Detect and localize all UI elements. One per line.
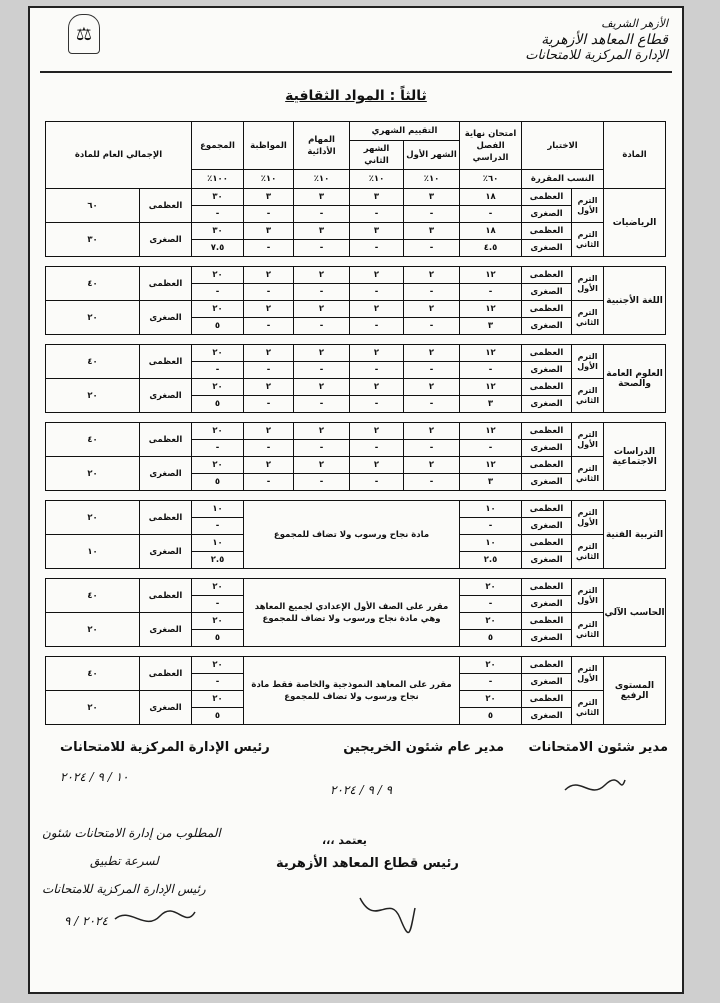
term-label: الترم الأول [572, 423, 604, 457]
grand-total-value: ٦٠ [46, 189, 140, 223]
attendance-score: ٣ [244, 223, 294, 240]
term-label: الترم الثاني [572, 379, 604, 413]
row-spacer [46, 335, 666, 345]
second-month-score: ٢ [350, 379, 404, 396]
term-label: الترم الثاني [572, 613, 604, 647]
col-final-exam: امتحان نهاية الفصل الدراسي [460, 122, 522, 170]
attendance-score: ٢ [244, 423, 294, 440]
table-row [46, 189, 666, 206]
grade-type: الصغرى [522, 206, 572, 223]
final-exam-score: ١٢ [460, 345, 522, 362]
spacer-cell [46, 491, 666, 501]
dash-cell: - [244, 318, 294, 335]
letterhead-line1: الأزهر الشريف [601, 17, 668, 30]
total-score: ٢٠ [192, 579, 244, 596]
subject-name: الرياضيات [604, 189, 666, 257]
first-month-score: ٣ [404, 189, 460, 206]
total-score: - [192, 674, 244, 691]
col-monthly-eval: التقييم الشهري [350, 122, 460, 141]
table-row [46, 301, 666, 318]
dash-cell: - [244, 396, 294, 413]
subject-name: الدراسات الاجتماعية [604, 423, 666, 491]
total-score: - [192, 284, 244, 301]
grade-type: الصغرى [522, 240, 572, 257]
total-score: ٢٠ [192, 379, 244, 396]
dash-cell: - [404, 284, 460, 301]
second-month-score: ٣ [350, 189, 404, 206]
dash-cell: - [404, 206, 460, 223]
grand-total-label: الصغرى [140, 301, 192, 335]
dash-cell: - [404, 318, 460, 335]
attendance-score: ٢ [244, 345, 294, 362]
first-month-score: ٢ [404, 301, 460, 318]
spacer-cell [46, 413, 666, 423]
grade-type: العظمى [522, 301, 572, 318]
col-test: الاختبار [522, 122, 604, 170]
total-score: ٥ [192, 318, 244, 335]
term-label: الترم الثاني [572, 457, 604, 491]
term-label: الترم الثاني [572, 535, 604, 569]
final-exam-score: ١٢ [460, 301, 522, 318]
final-exam-score: ١٨ [460, 189, 522, 206]
final-exam-score: - [460, 596, 522, 613]
grade-type: الصغرى [522, 674, 572, 691]
subject-name: التربية الفنية [604, 501, 666, 569]
tasks-score: ٢ [294, 379, 350, 396]
grand-total-value: ١٠ [46, 535, 140, 569]
table-row [46, 423, 666, 440]
table-row [46, 457, 666, 474]
total-score: ٥ [192, 708, 244, 725]
attendance-score: ٢ [244, 267, 294, 284]
final-exam-score: ٢٠ [460, 613, 522, 630]
tasks-score: ٣ [294, 223, 350, 240]
approved-label: يعتمد ،،، [322, 834, 367, 847]
row-spacer [46, 257, 666, 267]
letterhead [388, 16, 668, 64]
pct-second: ١٠٪ [350, 170, 404, 189]
grand-total-value: ٢٠ [46, 301, 140, 335]
tasks-score: ٢ [294, 457, 350, 474]
grand-total-value: ٣٠ [46, 223, 140, 257]
sig-central-admin: رئيس الإدارة المركزية للامتحانات [60, 740, 270, 755]
final-exam-score: - [460, 206, 522, 223]
total-score: ٥ [192, 630, 244, 647]
dash-cell: - [294, 318, 350, 335]
grades-body [46, 189, 666, 725]
grand-total-label: الصغرى [140, 691, 192, 725]
sig-exams-affairs: مدير شئون الامتحانات [528, 740, 668, 755]
grade-type: العظمى [522, 535, 572, 552]
row-spacer [46, 491, 666, 501]
handwritten-note-1: المطلوب من إدارة الامتحانات شئون [42, 826, 221, 840]
table-row [46, 345, 666, 362]
row-spacer [46, 569, 666, 579]
total-score: ١٠ [192, 535, 244, 552]
grade-type: الصغرى [522, 440, 572, 457]
section-title: ثالثاً : المواد الثقافية [285, 88, 427, 104]
attendance-score: ٣ [244, 189, 294, 206]
document-page [28, 6, 684, 994]
handwritten-note-3: رئيس الإدارة المركزية للامتحانات [42, 882, 206, 896]
final-exam-score: ٢٠ [460, 691, 522, 708]
first-month-score: ٣ [404, 223, 460, 240]
attendance-score: ٢ [244, 379, 294, 396]
total-score: ٧.٥ [192, 240, 244, 257]
signature-scribble-2 [350, 888, 420, 938]
grand-total-value: ٢٠ [46, 501, 140, 535]
first-month-score: ٢ [404, 379, 460, 396]
grand-total-value: ٤٠ [46, 579, 140, 613]
spacer-cell [46, 335, 666, 345]
grand-total-value: ٢٠ [46, 379, 140, 413]
dash-cell: - [244, 440, 294, 457]
letterhead-line3: الإدارة المركزية للامتحانات [525, 48, 668, 63]
total-score: ٣٠ [192, 189, 244, 206]
grade-type: الصغرى [522, 396, 572, 413]
tasks-score: ٢ [294, 345, 350, 362]
col-subject: المادة [604, 122, 666, 189]
first-month-score: ٢ [404, 423, 460, 440]
grade-type: العظمى [522, 457, 572, 474]
dash-cell: - [350, 396, 404, 413]
dash-cell: - [350, 284, 404, 301]
first-month-score: ٢ [404, 267, 460, 284]
second-month-score: ٢ [350, 301, 404, 318]
grade-type: العظمى [522, 189, 572, 206]
term-label: الترم الأول [572, 267, 604, 301]
total-score: ٢٠ [192, 301, 244, 318]
col-tasks: المهام الأدائية [294, 122, 350, 170]
final-exam-score: ٢٠ [460, 579, 522, 596]
grades-table [45, 121, 666, 725]
grade-type: الصغرى [522, 362, 572, 379]
grand-total-label: العظمى [140, 423, 192, 457]
total-score: - [192, 596, 244, 613]
grade-type: العظمى [522, 345, 572, 362]
table-row [46, 579, 666, 596]
grade-type: العظمى [522, 691, 572, 708]
final-exam-score: ٣ [460, 318, 522, 335]
final-exam-score: ٢.٥ [460, 552, 522, 569]
term-label: الترم الثاني [572, 301, 604, 335]
grand-total-label: العظمى [140, 345, 192, 379]
dash-cell: - [350, 318, 404, 335]
grade-type: الصغرى [522, 552, 572, 569]
dash-cell: - [244, 240, 294, 257]
grade-type: الصغرى [522, 474, 572, 491]
signature-scribble-3 [110, 904, 200, 934]
dash-cell: - [294, 284, 350, 301]
second-month-score: ٢ [350, 457, 404, 474]
handwritten-date-2: ٩ / ٩ / ٢٠٢٤ [330, 783, 393, 797]
first-month-score: ٢ [404, 457, 460, 474]
col-grand-total: الإجمالي العام للمادة [46, 122, 192, 189]
table-row [46, 657, 666, 674]
grade-type: العظمى [522, 267, 572, 284]
dash-cell: - [350, 440, 404, 457]
final-exam-score: ١٨ [460, 223, 522, 240]
final-exam-score: ٣ [460, 474, 522, 491]
subject-name: الحاسب الآلي [604, 579, 666, 647]
table-row [46, 379, 666, 396]
dash-cell: - [294, 474, 350, 491]
pct-attendance: ١٠٪ [244, 170, 294, 189]
total-score: - [192, 518, 244, 535]
final-exam-score: ١٢ [460, 379, 522, 396]
header-divider [40, 71, 672, 73]
grand-total-value: ٤٠ [46, 345, 140, 379]
col-total: المجموع [192, 122, 244, 170]
pct-first: ١٠٪ [404, 170, 460, 189]
total-score: ٢٠ [192, 345, 244, 362]
grade-type: العظمى [522, 379, 572, 396]
total-score: ١٠ [192, 501, 244, 518]
grade-type: الصغرى [522, 596, 572, 613]
signature-scribble-1 [560, 770, 630, 806]
total-score: ٢٠ [192, 267, 244, 284]
first-month-score: ٢ [404, 345, 460, 362]
grade-type: الصغرى [522, 518, 572, 535]
dash-cell: - [350, 206, 404, 223]
pct-tasks: ١٠٪ [294, 170, 350, 189]
total-score: ٥ [192, 396, 244, 413]
grand-total-label: العظمى [140, 579, 192, 613]
handwritten-note-2: لسرعة تطبيق [90, 854, 159, 868]
pct-final: ٦٠٪ [460, 170, 522, 189]
spacer-cell [46, 569, 666, 579]
term-label: الترم الثاني [572, 691, 604, 725]
second-month-score: ٣ [350, 223, 404, 240]
grade-type: العظمى [522, 501, 572, 518]
total-score: ٣٠ [192, 223, 244, 240]
grand-total-value: ٢٠ [46, 457, 140, 491]
grand-total-label: العظمى [140, 189, 192, 223]
dash-cell: - [404, 396, 460, 413]
dash-cell: - [244, 362, 294, 379]
grand-total-label: الصغرى [140, 457, 192, 491]
second-month-score: ٢ [350, 345, 404, 362]
grand-total-value: ٤٠ [46, 423, 140, 457]
term-label: الترم الأول [572, 657, 604, 691]
sig-graduates-affairs: مدير عام شئون الخريجين [343, 740, 504, 755]
dash-cell: - [294, 362, 350, 379]
merged-note: مقرر على الصف الأول الإعدادي لجميع المعاهد وهي مادة نجاح ورسوب ولا تضاف للمجموع [244, 579, 460, 647]
dash-cell: - [404, 362, 460, 379]
final-exam-score: ١٠ [460, 501, 522, 518]
dash-cell: - [294, 396, 350, 413]
final-exam-score: ١٢ [460, 423, 522, 440]
handwritten-date-1: ١٠ / ٩ / ٢٠٢٤ [60, 770, 129, 784]
sig-sector-head: رئيس قطاع المعاهد الأزهرية [276, 856, 459, 871]
grand-total-label: الصغرى [140, 223, 192, 257]
grand-total-value: ٢٠ [46, 613, 140, 647]
total-score: - [192, 206, 244, 223]
table-row [46, 223, 666, 240]
grade-type: العظمى [522, 613, 572, 630]
col-first-month: الشهر الأول [404, 141, 460, 170]
subject-name: المستوى الرفيع [604, 657, 666, 725]
second-month-score: ٢ [350, 423, 404, 440]
dash-cell: - [244, 206, 294, 223]
total-score: - [192, 440, 244, 457]
dash-cell: - [350, 240, 404, 257]
final-exam-score: - [460, 362, 522, 379]
dash-cell: - [350, 362, 404, 379]
merged-note: مقرر على المعاهد النموذجية والخاصة فقط مادة نجاح ورسوب ولا تضاف للمجموع [244, 657, 460, 725]
dash-cell: - [404, 240, 460, 257]
grand-total-value: ٤٠ [46, 657, 140, 691]
grand-total-label: الصغرى [140, 613, 192, 647]
term-label: الترم الأول [572, 345, 604, 379]
grade-type: الصغرى [522, 630, 572, 647]
dash-cell: - [294, 440, 350, 457]
term-label: الترم الثاني [572, 223, 604, 257]
row-spacer [46, 647, 666, 657]
final-exam-score: - [460, 518, 522, 535]
attendance-score: ٢ [244, 301, 294, 318]
total-score: ٢.٥ [192, 552, 244, 569]
dash-cell: - [404, 440, 460, 457]
total-score: - [192, 362, 244, 379]
final-exam-score: - [460, 284, 522, 301]
azhar-logo-icon: ⚖ [68, 14, 100, 54]
total-score: ٢٠ [192, 691, 244, 708]
term-label: الترم الأول [572, 501, 604, 535]
grade-type: العظمى [522, 423, 572, 440]
percentages-label: النسب المقررة [522, 170, 604, 189]
subject-name: العلوم العامة والصحة [604, 345, 666, 413]
grade-type: العظمى [522, 223, 572, 240]
dash-cell: - [244, 284, 294, 301]
final-exam-score: ١٢ [460, 457, 522, 474]
total-score: ٥ [192, 474, 244, 491]
spacer-cell [46, 647, 666, 657]
grade-type: الصغرى [522, 318, 572, 335]
grand-total-label: الصغرى [140, 379, 192, 413]
grand-total-label: العظمى [140, 657, 192, 691]
dash-cell: - [404, 474, 460, 491]
letterhead-line2: قطاع المعاهد الأزهرية [541, 32, 668, 48]
tasks-score: ٢ [294, 267, 350, 284]
col-second-month: الشهر الثاني [350, 141, 404, 170]
grand-total-label: العظمى [140, 267, 192, 301]
grand-total-value: ٤٠ [46, 267, 140, 301]
grand-total-value: ٢٠ [46, 691, 140, 725]
final-exam-score: ١٠ [460, 535, 522, 552]
grand-total-label: العظمى [140, 501, 192, 535]
col-attendance: المواظبة [244, 122, 294, 170]
grade-type: الصغرى [522, 708, 572, 725]
table-row [46, 267, 666, 284]
final-exam-score: ٣ [460, 396, 522, 413]
dash-cell: - [244, 474, 294, 491]
term-label: الترم الأول [572, 579, 604, 613]
second-month-score: ٢ [350, 267, 404, 284]
tasks-score: ٢ [294, 301, 350, 318]
row-spacer [46, 413, 666, 423]
subject-name: اللغة الأجنبية [604, 267, 666, 335]
dash-cell: - [294, 206, 350, 223]
pct-total: ١٠٠٪ [192, 170, 244, 189]
spacer-cell [46, 257, 666, 267]
total-score: ٢٠ [192, 457, 244, 474]
grade-type: العظمى [522, 657, 572, 674]
table-row [46, 501, 666, 518]
tasks-score: ٣ [294, 189, 350, 206]
final-exam-score: - [460, 674, 522, 691]
final-exam-score: - [460, 440, 522, 457]
tasks-score: ٢ [294, 423, 350, 440]
grade-type: الصغرى [522, 284, 572, 301]
merged-note: مادة نجاح ورسوب ولا تضاف للمجموع [244, 501, 460, 569]
handwritten-date-3: ٢٠٢٤ / ٩ [64, 914, 108, 928]
dash-cell: - [350, 474, 404, 491]
final-exam-score: ٥ [460, 708, 522, 725]
term-label: الترم الأول [572, 189, 604, 223]
total-score: ٢٠ [192, 613, 244, 630]
attendance-score: ٢ [244, 457, 294, 474]
grand-total-label: الصغرى [140, 535, 192, 569]
total-score: ٢٠ [192, 423, 244, 440]
final-exam-score: ١٢ [460, 267, 522, 284]
final-exam-score: ٤.٥ [460, 240, 522, 257]
total-score: ٢٠ [192, 657, 244, 674]
final-exam-score: ٢٠ [460, 657, 522, 674]
dash-cell: - [294, 240, 350, 257]
final-exam-score: ٥ [460, 630, 522, 647]
grade-type: العظمى [522, 579, 572, 596]
